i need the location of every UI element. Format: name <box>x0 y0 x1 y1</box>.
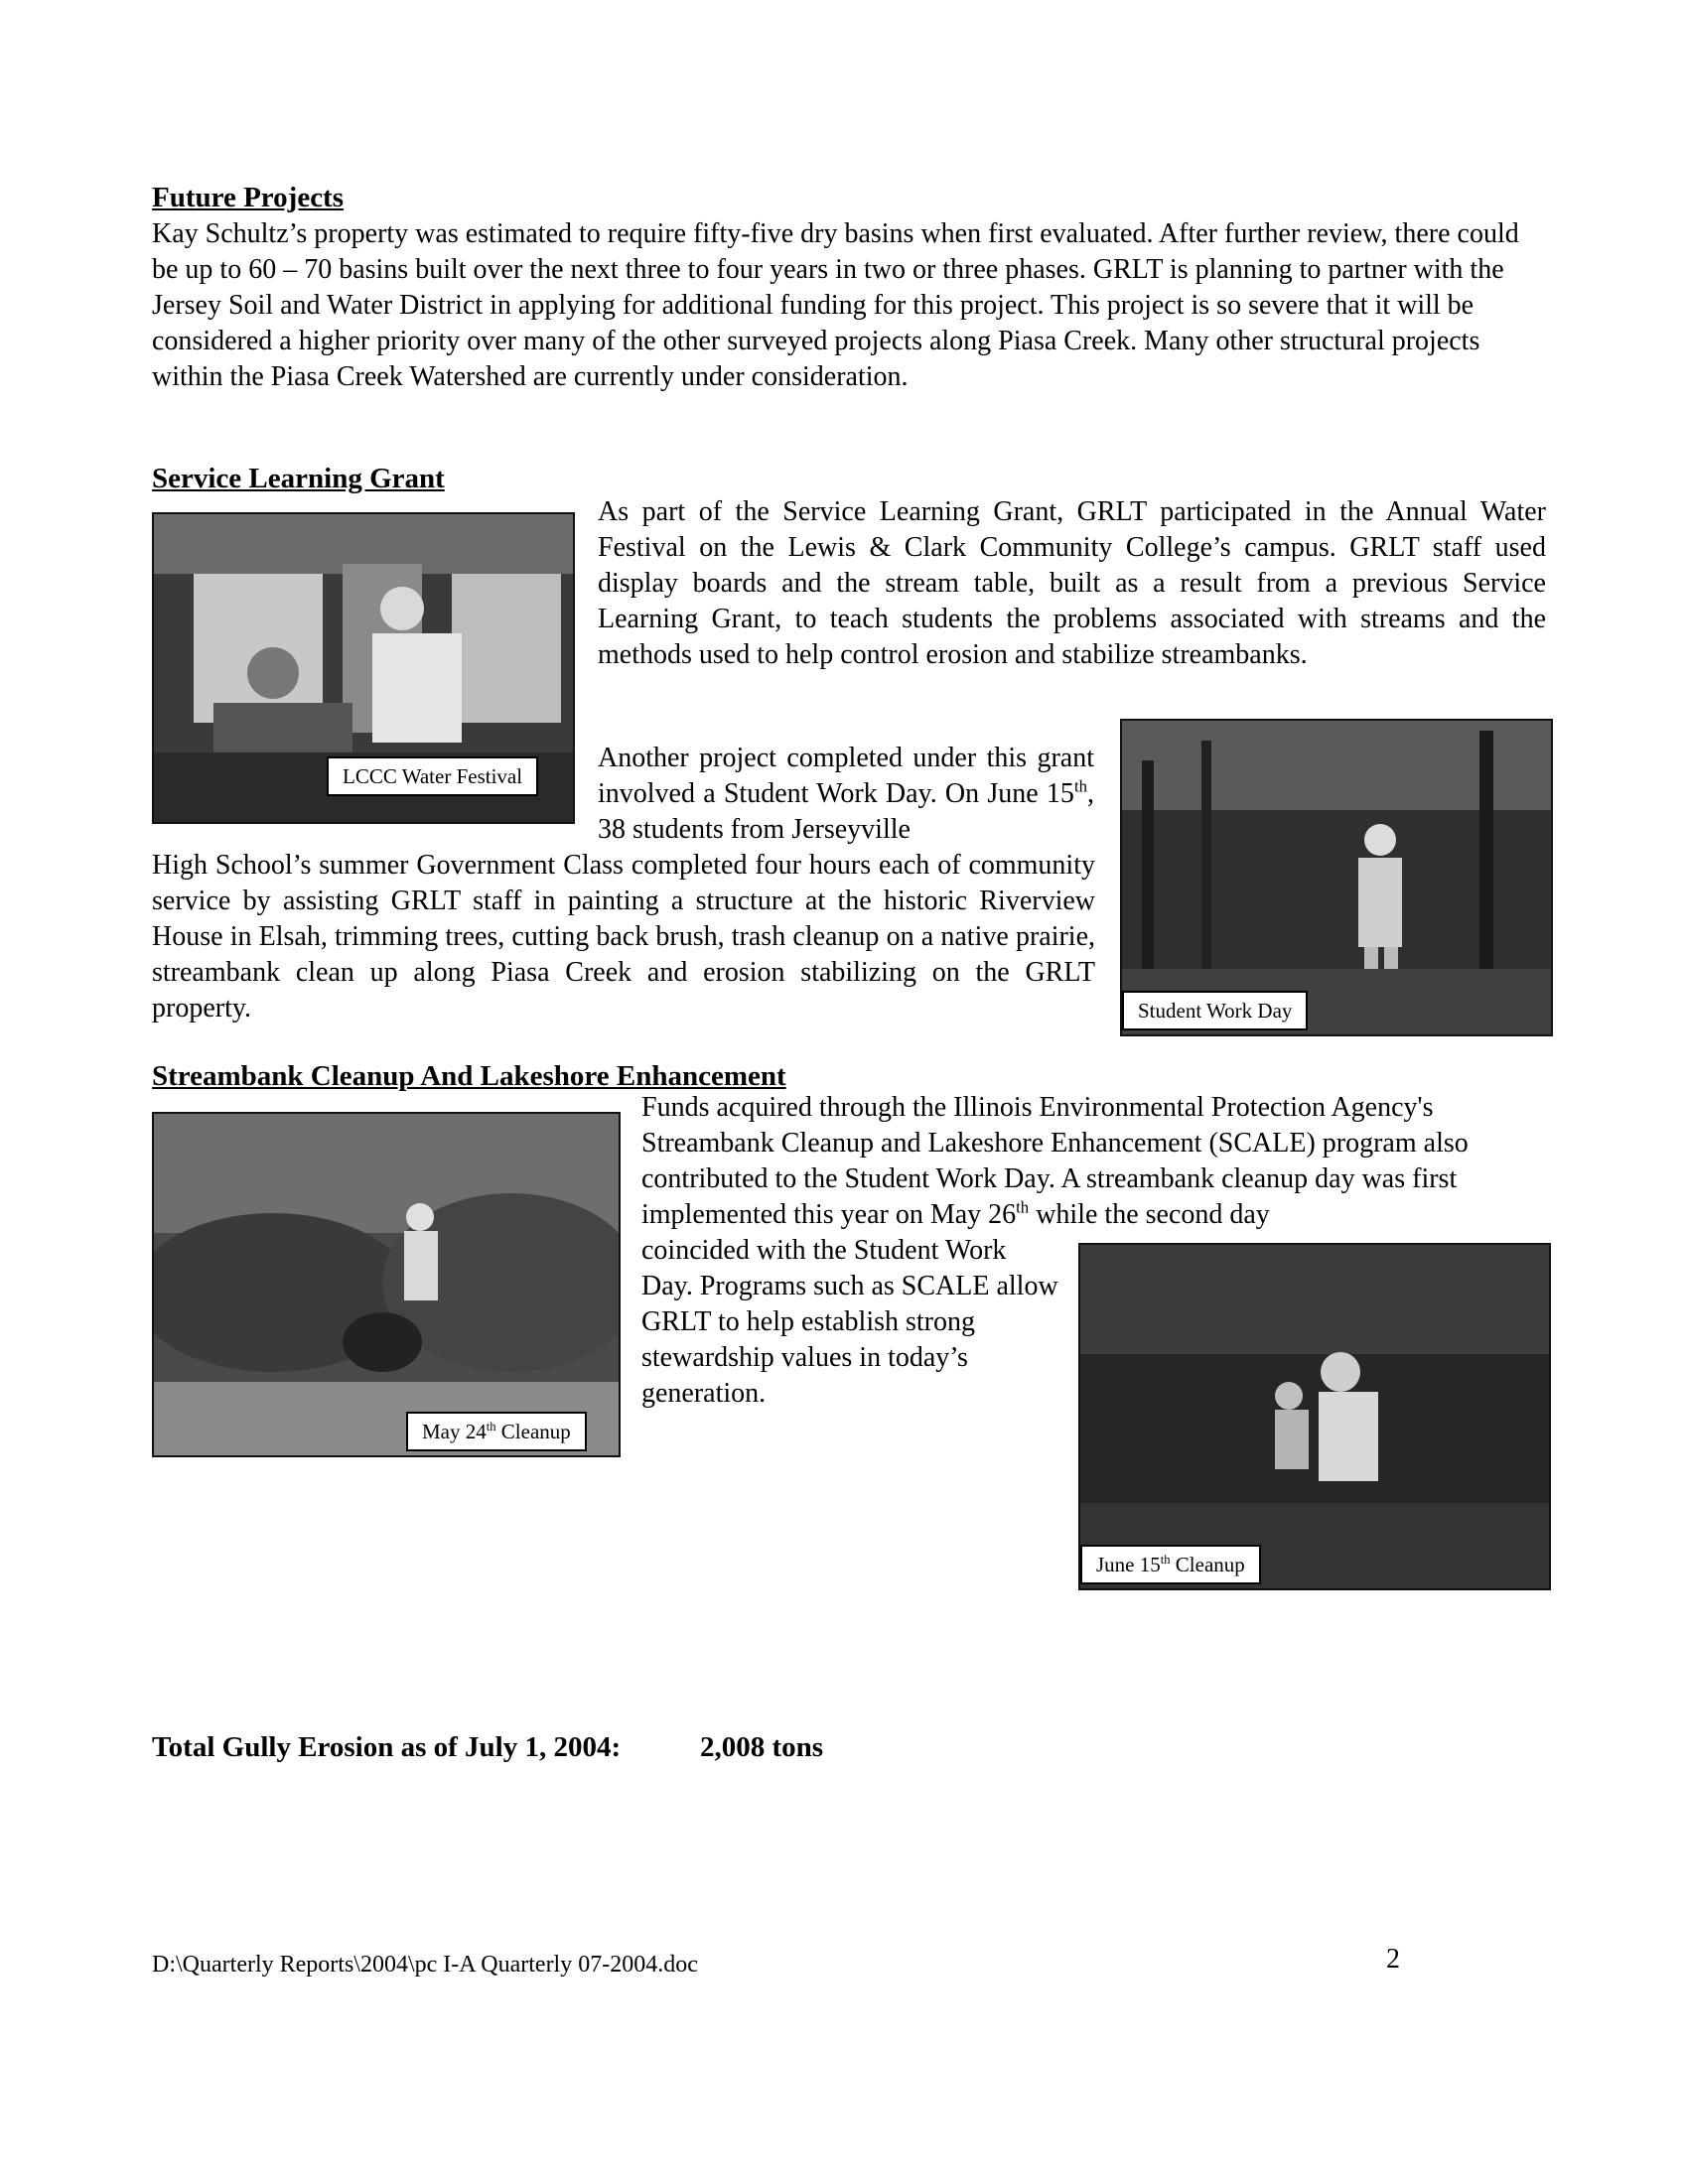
total-erosion-label: Total Gully Erosion as of July 1, 2004: <box>152 1731 622 1763</box>
service-learning-para1: As part of the Service Learning Grant, GRLT participated in the Annual Water Festival on the Lewis & Clark Community College’s campus. GRLT staff used display boards and the stream table, built as a result from a previous Service Learning Grant, to teach students the problems associated with streams and the methods used to help control erosion and stabilize streambanks. <box>598 496 1546 670</box>
scale-text-b: while the second day <box>1029 1199 1270 1230</box>
service-learning-para2-lead <box>598 741 1094 848</box>
photo-image <box>154 1114 619 1455</box>
scale-para-lead <box>641 1090 1545 1233</box>
photo-may-24-cleanup <box>152 1112 621 1457</box>
future-projects-text: Kay Schultz’s property was estimated to require fifty-five dry basins when first evaluated. After further review, there could be up to 60 – 70 basins built over the next three to four years in two or three phases. GRLT is planning to partner with the Jersey Soil and Water District in applying for additional funding for this project. This project is so severe that it will be considered a higher priority over many of the other surveyed projects along Piasa Creek. Many other structural projects within the Piasa Creek Watershed are currently under consideration. <box>152 218 1519 392</box>
footer-file-path: D:\Quarterly Reports\2004\pc I-A Quarterly 07-2004.doc <box>152 1952 698 1978</box>
photo-caption: LCCC Water Festival <box>327 756 538 796</box>
para2-text-b: , 38 students from Jerseyville <box>598 778 1094 845</box>
scale-heading: Streambank Cleanup And Lakeshore Enhancement <box>152 1060 786 1092</box>
photo-image <box>1122 721 1551 1034</box>
photo-caption: Student Work Day <box>1122 991 1308 1030</box>
photo-caption: May 24th Cleanup <box>406 1412 587 1451</box>
scale-para-rest: coincided with the Student Work Day. Programs such as SCALE allow GRLT to help establish strong stewardship values in today’s generation. <box>641 1235 1058 1409</box>
service-learning-para2-rest: High School’s summer Government Class completed four hours each of community service by assisting GRLT staff in painting a structure at the historic Riverview House in Elsah, trimming trees, cutting back brush, trash cleanup on a native prairie, streambank clean up along Piasa Creek and erosion stabilizing on the GRLT property. <box>152 850 1095 1024</box>
page-number: 2 <box>1386 1944 1400 1975</box>
photo-caption: June 15th Cleanup <box>1080 1545 1261 1584</box>
total-erosion-value: 2,008 tons <box>700 1731 824 1763</box>
scale-text-a: Funds acquired through the Illinois Environmental Protection Agency's Streambank Cleanup and Lakeshore Enhancement (SCALE) program also contributed to the Student Work Day. A streambank cleanup day was first implemented this year on May 26 <box>641 1092 1469 1230</box>
scale-superscript: th <box>1016 1197 1030 1217</box>
service-learning-heading: Service Learning Grant <box>152 463 445 494</box>
photo-june-15-cleanup <box>1078 1243 1551 1590</box>
photo-lccc-water-festival <box>152 512 575 824</box>
future-projects-heading: Future Projects <box>152 182 345 213</box>
photo-student-work-day <box>1120 719 1553 1036</box>
para2-superscript: th <box>1073 776 1087 796</box>
para2-text-a: Another project completed under this grant involved a Student Work Day. On June 15 <box>598 743 1094 809</box>
photo-image <box>1080 1245 1549 1588</box>
